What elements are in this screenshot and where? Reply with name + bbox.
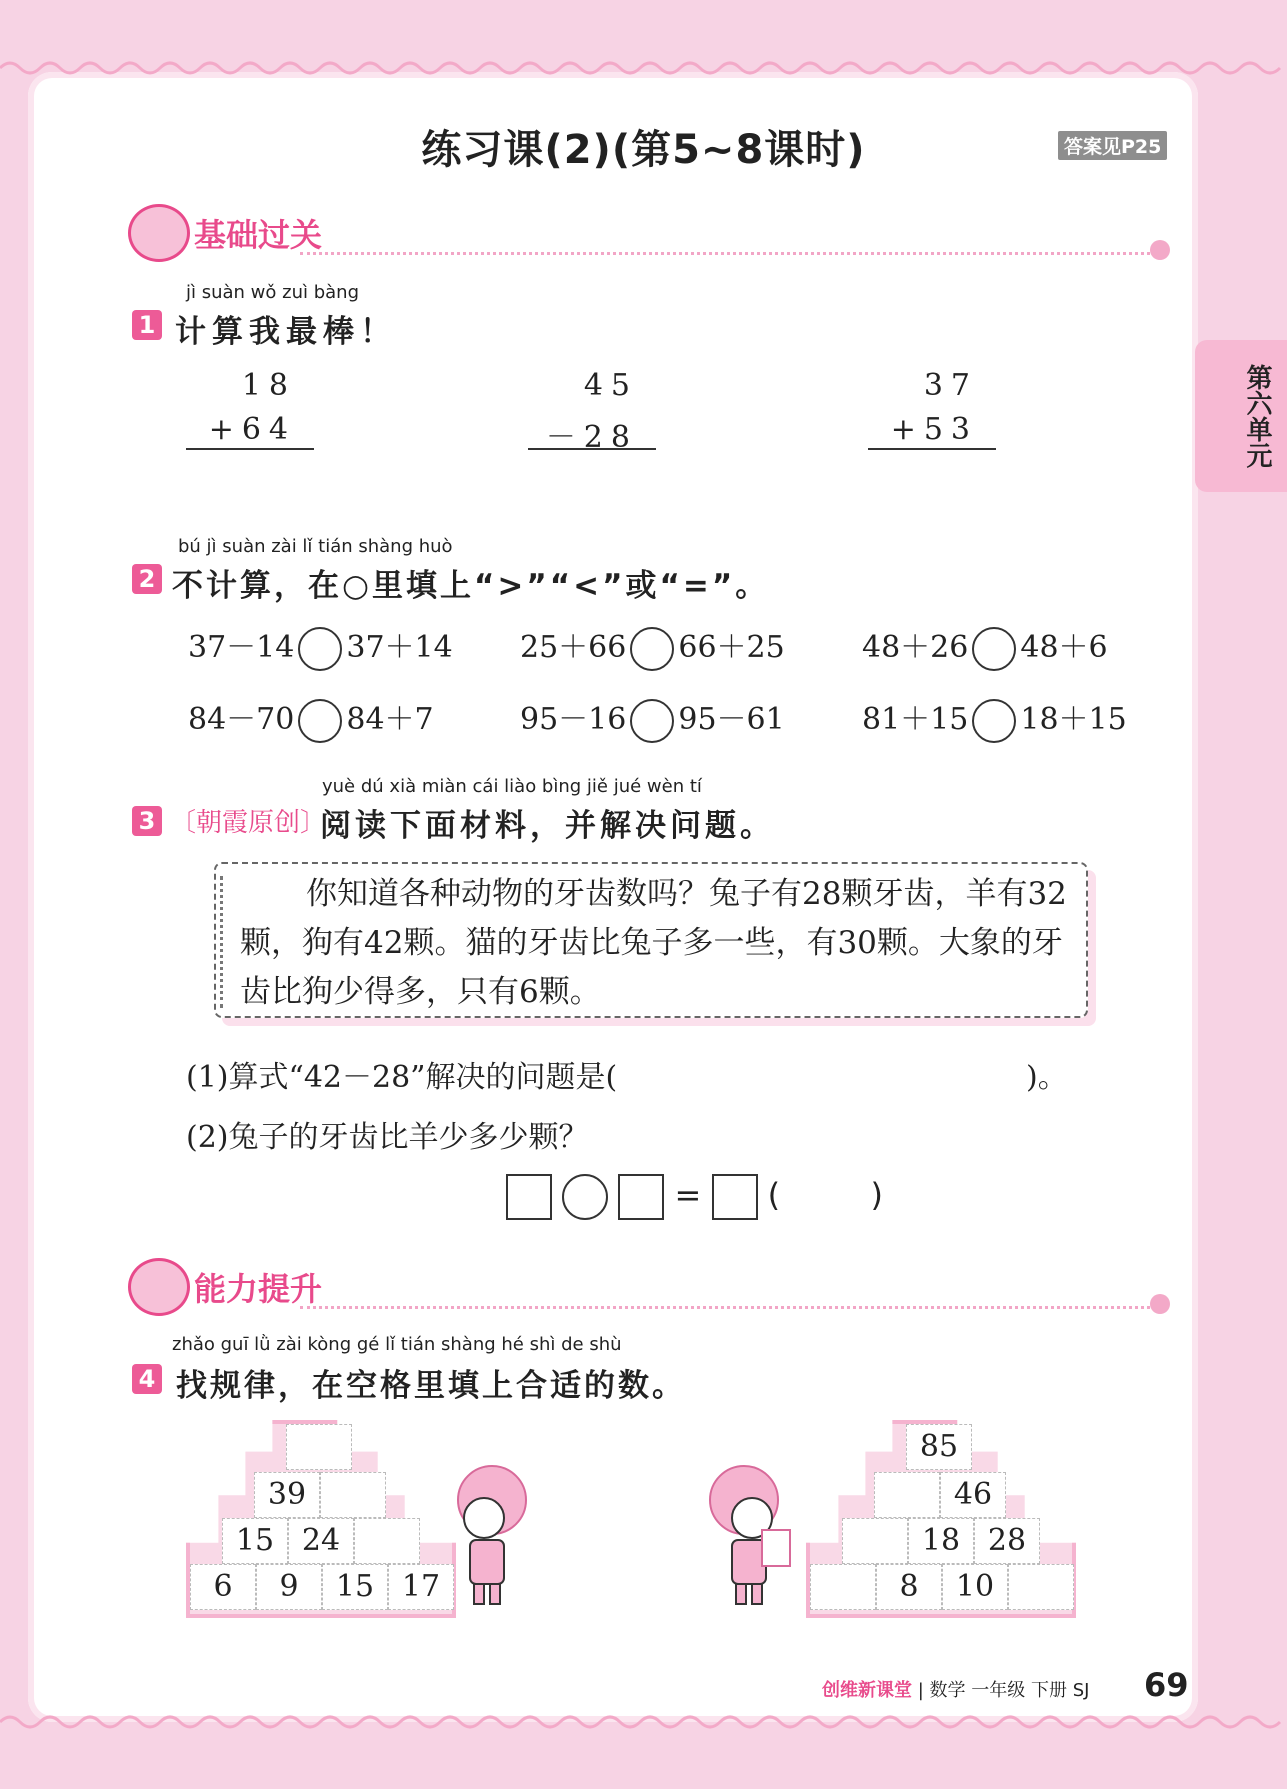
wavy-border-top — [0, 58, 1287, 78]
pyramid-2-cell: 28 — [974, 1518, 1040, 1564]
pyramid-1-cell[interactable] — [354, 1518, 420, 1564]
equation-unit-close: ) — [870, 1176, 883, 1214]
q3-pinyin: yuè dú xià miàn cái liào bìng jiě jué wèn tí — [322, 776, 702, 797]
pyramid-1-cell: 17 — [388, 1564, 454, 1610]
footer-grade: 一年级 — [971, 1680, 1026, 1701]
footer-brand: 创维新课堂 — [822, 1680, 912, 1701]
pyramid-1-cell[interactable] — [286, 1424, 352, 1470]
girl-mascot-icon — [440, 1460, 530, 1610]
pyramid-1-cell: 9 — [256, 1564, 322, 1610]
q1-problem-2-bottom: －28 — [545, 420, 638, 455]
page-title: 练习课(2)(第5~8课时) — [421, 127, 866, 173]
q2-expr-right: 18＋15 — [1020, 702, 1127, 737]
pyramid-2-cell[interactable] — [874, 1472, 940, 1518]
pyramid-2-cell: 8 — [876, 1564, 942, 1610]
footer-term: 下册 — [1031, 1680, 1067, 1701]
answer-reference-badge: 答案见P25 — [1058, 131, 1167, 160]
unit-side-tab: 第六单元 — [1195, 340, 1287, 492]
q1-number-badge: 1 — [132, 310, 162, 340]
q2-expr-right: 84＋7 — [346, 702, 434, 737]
pyramid-1-cell: 39 — [254, 1472, 320, 1518]
q1-problem-1-bottom: +64 — [208, 412, 296, 447]
section-divider — [300, 252, 1150, 255]
q3-instruction: 阅读下面材料，并解决问题。 — [320, 808, 775, 844]
q3-sub1-prefix: (1)算式“42－28”解决的问题是( — [186, 1060, 618, 1095]
q4-number-badge: 4 — [132, 1364, 162, 1394]
q2-number-badge: 2 — [132, 564, 162, 594]
pyramid-1-cell: 24 — [288, 1518, 354, 1564]
q1-problem-2-top: 45 — [583, 368, 638, 403]
q2-answer-circle[interactable] — [972, 627, 1016, 671]
pyramid-1-cell: 15 — [322, 1564, 388, 1610]
q2-expr-left: 37－14 — [188, 630, 295, 665]
pyramid-1-cell: 6 — [190, 1564, 256, 1610]
q1-problem-1-line — [186, 448, 314, 450]
q2-expr-left: 48＋26 — [862, 630, 969, 665]
q2-pinyin: bú jì suàn zài lǐ tián shàng huò — [178, 536, 453, 557]
footer-edition: SJ — [1072, 1680, 1090, 1701]
q2-item-1-3 — [862, 622, 1108, 671]
notebook-rings-icon — [220, 876, 229, 1008]
divider-dot-icon — [1150, 240, 1170, 260]
q2-expr-left: 95－16 — [520, 702, 627, 737]
section-mascot-icon — [128, 204, 190, 262]
pyramid-2-cell: 10 — [942, 1564, 1008, 1610]
equation-operator-circle[interactable] — [562, 1174, 608, 1220]
q2-answer-circle[interactable] — [630, 699, 674, 743]
footer-subject: 数学 — [929, 1680, 966, 1701]
wavy-border-bottom — [0, 1712, 1287, 1732]
q3-number-badge: 3 — [132, 806, 162, 836]
equation-box-2[interactable] — [618, 1174, 664, 1220]
equation-box-1[interactable] — [506, 1174, 552, 1220]
pyramid-2-cell[interactable] — [1008, 1564, 1074, 1610]
equation-result-box[interactable] — [712, 1174, 758, 1220]
page-number: 69 — [1144, 1666, 1189, 1704]
q1-problem-1-top: 18 — [241, 368, 296, 403]
equation-unit-open: ( — [767, 1176, 781, 1214]
q1-problem-3-bottom: +53 — [890, 412, 978, 447]
q2-item-2-2 — [520, 694, 785, 743]
q1-pinyin: jì suàn wǒ zuì bàng — [186, 282, 359, 303]
q2-expr-right: 95－61 — [678, 702, 785, 737]
section-mascot-icon — [128, 1258, 190, 1316]
q2-expr-left: 84－70 — [188, 702, 295, 737]
q2-item-1-1 — [188, 622, 453, 671]
q3-original-tag: 〔朝霞原创〕 — [170, 808, 327, 838]
q2-item-2-1 — [188, 694, 434, 743]
q1-problem-2-line — [528, 448, 656, 450]
equation-equals: = — [674, 1176, 702, 1214]
q2-instruction: 不计算，在○里填上“>”“<”或“=”。 — [172, 568, 770, 604]
girl-reading-mascot-icon — [706, 1460, 796, 1610]
section-title-advance: 能力提升 — [194, 1270, 323, 1308]
pyramid-2-cell[interactable] — [810, 1564, 876, 1610]
q2-item-1-2 — [520, 622, 785, 671]
q2-answer-circle[interactable] — [972, 699, 1016, 743]
q1-problem-3-line — [868, 448, 996, 450]
reading-passage: 你知道各种动物的牙齿数吗？兔子有28颗牙齿，羊有32颗，狗有42颗。猫的牙齿比兔子多一些，有30颗。大象的牙齿比狗少得多，只有6颗。 — [240, 876, 1067, 1010]
pyramid-2-cell: 85 — [906, 1424, 972, 1470]
q2-answer-circle[interactable] — [298, 627, 342, 671]
section-title-basic: 基础过关 — [194, 216, 323, 254]
q2-item-2-3 — [862, 694, 1127, 743]
q1-problem-3-top: 37 — [923, 368, 978, 403]
q4-instruction: 找规律，在空格里填上合适的数。 — [176, 1368, 686, 1404]
q2-answer-circle[interactable] — [298, 699, 342, 743]
footer-info: 创维新课堂 | 数学 一年级 下册 SJ — [822, 1680, 1090, 1701]
q2-expr-right: 48＋6 — [1020, 630, 1108, 665]
q2-expr-right: 37＋14 — [346, 630, 453, 665]
q4-pinyin: zhǎo guī lǜ zài kòng gé lǐ tián shàng hé shì de shù — [172, 1334, 622, 1355]
q2-answer-circle[interactable] — [630, 627, 674, 671]
q2-expr-right: 66＋25 — [678, 630, 785, 665]
q2-expr-left: 25＋66 — [520, 630, 627, 665]
q2-expr-left: 81＋15 — [862, 702, 969, 737]
q3-sub1-suffix: )。 — [1026, 1060, 1068, 1095]
q3-sub1-answer-blank[interactable] — [662, 1082, 1022, 1086]
pyramid-2-cell[interactable] — [842, 1518, 908, 1564]
pyramid-2-cell: 18 — [908, 1518, 974, 1564]
pyramid-1-cell[interactable] — [320, 1472, 386, 1518]
section-divider — [300, 1306, 1150, 1309]
divider-dot-icon — [1150, 1294, 1170, 1314]
q1-instruction: 计算我最棒！ — [175, 314, 397, 350]
q3-sub2-question: (2)兔子的牙齿比羊少多少颗？ — [186, 1120, 589, 1155]
q3-equation-row — [506, 1174, 883, 1220]
pyramid-2-cell: 46 — [940, 1472, 1006, 1518]
pyramid-1-cell: 15 — [222, 1518, 288, 1564]
